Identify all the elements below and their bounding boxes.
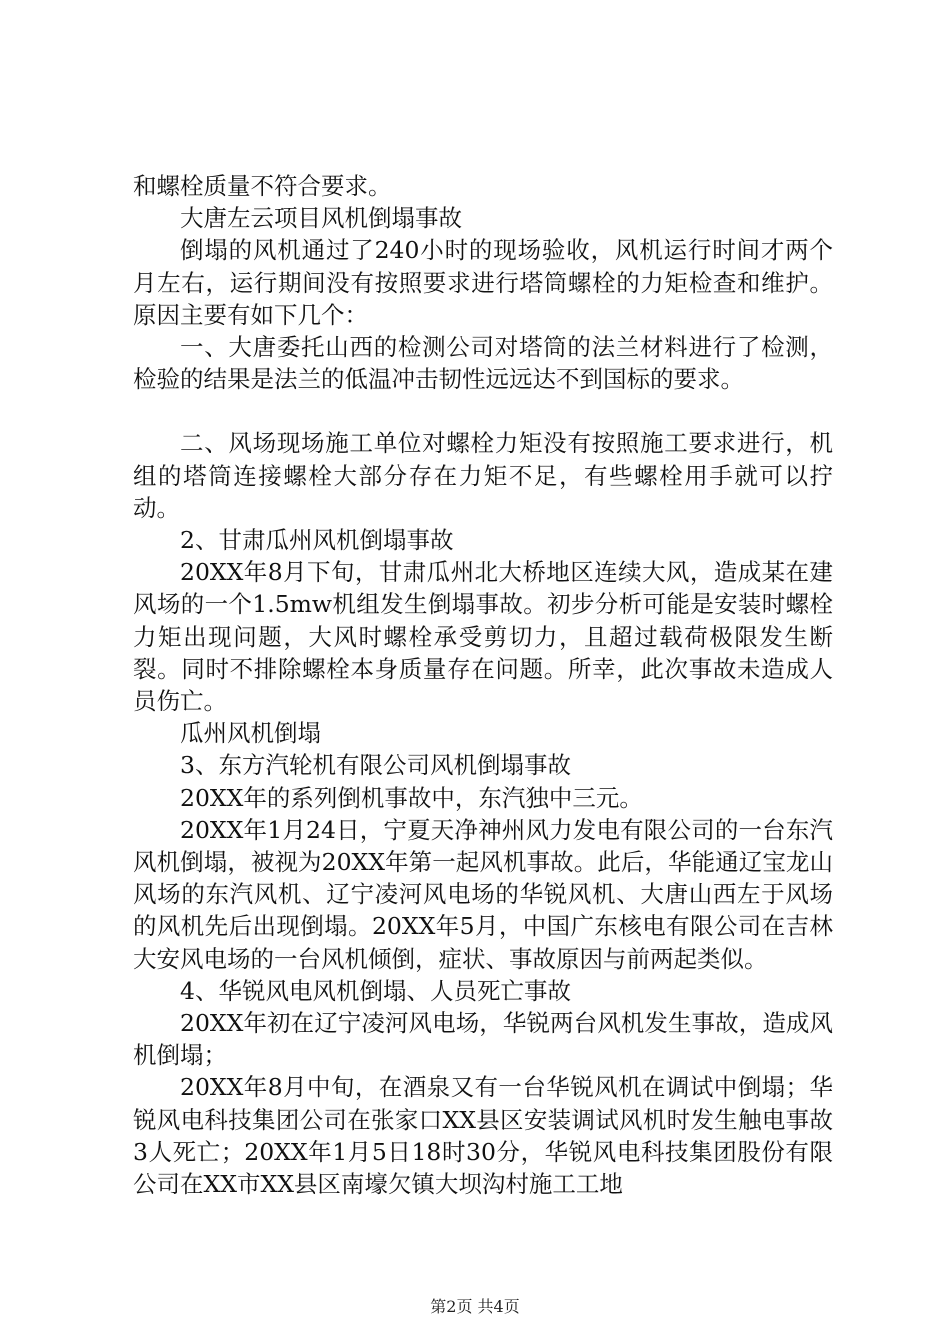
paragraph-gap	[133, 395, 833, 427]
paragraph: 二、风场现场施工单位对螺栓力矩没有按照施工要求进行，机组的塔筒连接螺栓大部分存在力矩不足，有些螺栓用手就可以拧动。	[133, 429, 833, 522]
paragraph: 倒塌的风机通过了240小时的现场验收，风机运行时间才两个月左右，运行期间没有按照要求进行塔筒螺栓的力矩检查和维护。原因主要有如下几个：	[133, 236, 833, 329]
paragraph: 20XX年的系列倒机事故中，东汽独中三元。	[180, 783, 643, 812]
paragraph: 20XX年8月下旬，甘肃瓜州北大桥地区连续大风，造成某在建风场的一个1.5mw机组发生倒塌事故。初步分析可能是安装时螺栓力矩出现问题，大风时螺栓承受剪切力，且超过载荷极限发生断裂。同时不排除螺栓本身质量存在问题。所幸，此次事故未造成人员伤亡。	[133, 558, 833, 716]
paragraph: 和螺栓质量不符合要求。	[133, 172, 392, 200]
paragraph: 4、华锐风电风机倒塌、人员死亡事故	[180, 976, 571, 1005]
paragraph: 20XX年初在辽宁凌河风电场，华锐两台风机发生事故，造成风机倒塌；	[133, 1009, 833, 1070]
paragraph: 大唐左云项目风机倒塌事故	[180, 204, 462, 233]
page-footer: 第2页 共4页	[430, 1297, 520, 1316]
paragraph: 2、甘肃瓜州风机倒塌事故	[180, 526, 454, 555]
paragraph: 20XX年1月24日，宁夏天净神州风力发电有限公司的一台东汽风机倒塌，被视为20XX年第一起风机事故。此后，华能通辽宝龙山风场的东汽风机、辽宁凌河风电场的华锐风机、大唐山西左于风场的风机先后出现倒塌。20XX年5月，中国广东核电有限公司在吉林大安风电场的一台风机倾倒，症状、事故原因与前两起类似。	[133, 815, 833, 973]
paragraph: 20XX年8月中旬，在酒泉又有一台华锐风机在调试中倒塌；华锐风电科技集团公司在张家口XX县区安装调试风机时发生触电事故3人死亡；20XX年1月5日18时30分，华锐风电科技集团股份有限公司在XX市XX县区南壕欠镇大坝沟村施工工地	[133, 1073, 833, 1199]
paragraph: 3、东方汽轮机有限公司风机倒塌事故	[180, 751, 571, 780]
paragraph: 瓜州风机倒塌	[180, 719, 321, 748]
paragraph: 一、大唐委托山西的检测公司对塔筒的法兰材料进行了检测，检验的结果是法兰的低温冲击韧性远远达不到国标的要求。	[133, 333, 833, 394]
document-body	[133, 170, 833, 1200]
